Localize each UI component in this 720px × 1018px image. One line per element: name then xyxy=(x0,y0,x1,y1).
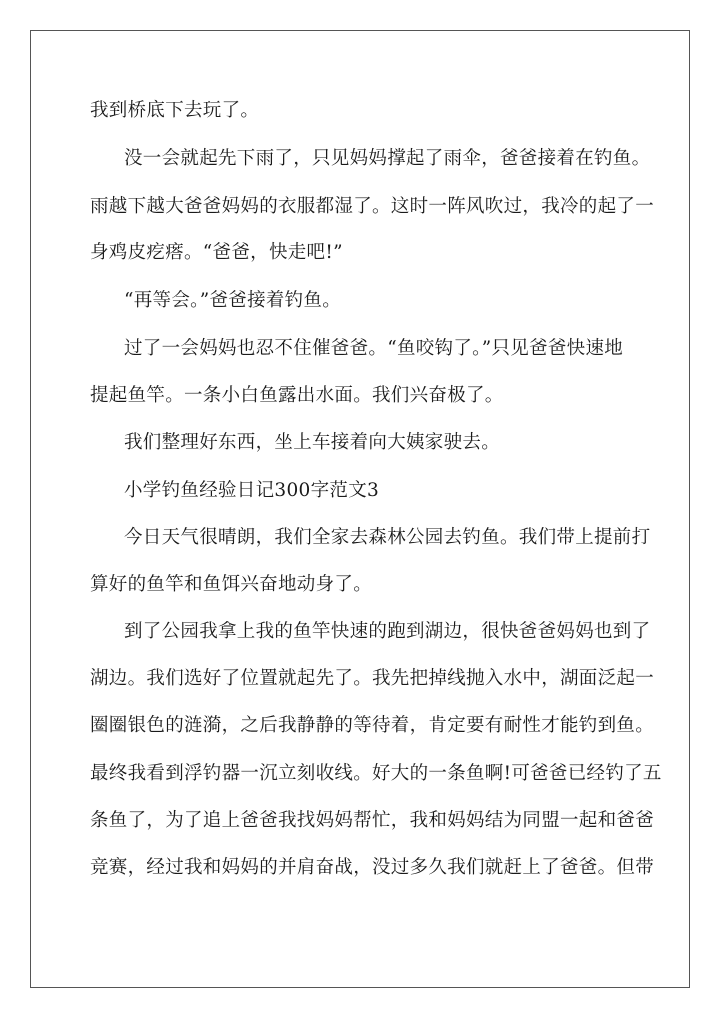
text-line-6: 过了一会妈妈也忍不住催爸爸。“鱼咬钩了。”只见爸爸快速地 xyxy=(124,338,624,359)
text-line-14: 圈圈银色的涟漪，之后我静静的等待着，肯定要有耐性才能钓到鱼。 xyxy=(90,715,655,736)
text-line-17: 竞赛，经过我和妈妈的并肩奋战，没过多久我们就赶上了爸爸。但带 xyxy=(90,857,655,878)
text-line-4: 身鸡皮疙瘩。“爸爸，快走吧!” xyxy=(90,242,343,263)
page-border xyxy=(30,30,690,988)
text-line-2: 没一会就起先下雨了，只见妈妈撑起了雨伞，爸爸接着在钓鱼。 xyxy=(124,148,651,169)
text-line-3: 雨越下越大爸爸妈妈的衣服都湿了。这时一阵风吹过，我冷的起了一 xyxy=(90,196,655,217)
text-line-12: 到了公园我拿上我的鱼竿快速的跑到湖边，很快爸爸妈妈也到了 xyxy=(124,621,651,642)
text-line-1: 我到桥底下去玩了。 xyxy=(90,100,260,121)
text-line-11: 算好的鱼竿和鱼饵兴奋地动身了。 xyxy=(90,574,373,595)
text-line-13: 湖边。我们选好了位置就起先了。我先把掉线抛入水中，湖面泛起一 xyxy=(90,668,655,689)
text-line-8: 我们整理好东西，坐上车接着向大姨家驶去。 xyxy=(124,432,501,453)
text-line-5: “再等会。”爸爸接着钓鱼。 xyxy=(124,290,342,311)
text-line-15: 最终我看到浮钓器一沉立刻收线。好大的一条鱼啊!可爸爸已经钓了五 xyxy=(90,763,662,784)
text-line-7: 提起鱼竿。一条小白鱼露出水面。我们兴奋极了。 xyxy=(90,385,504,406)
text-line-10: 今日天气很晴朗，我们全家去森林公园去钓鱼。我们带上提前打 xyxy=(124,527,651,548)
text-line-16: 条鱼了，为了追上爸爸我找妈妈帮忙，我和妈妈结为同盟一起和爸爸 xyxy=(90,810,655,831)
section-heading: 小学钓鱼经验日记300字范文3 xyxy=(124,480,380,501)
